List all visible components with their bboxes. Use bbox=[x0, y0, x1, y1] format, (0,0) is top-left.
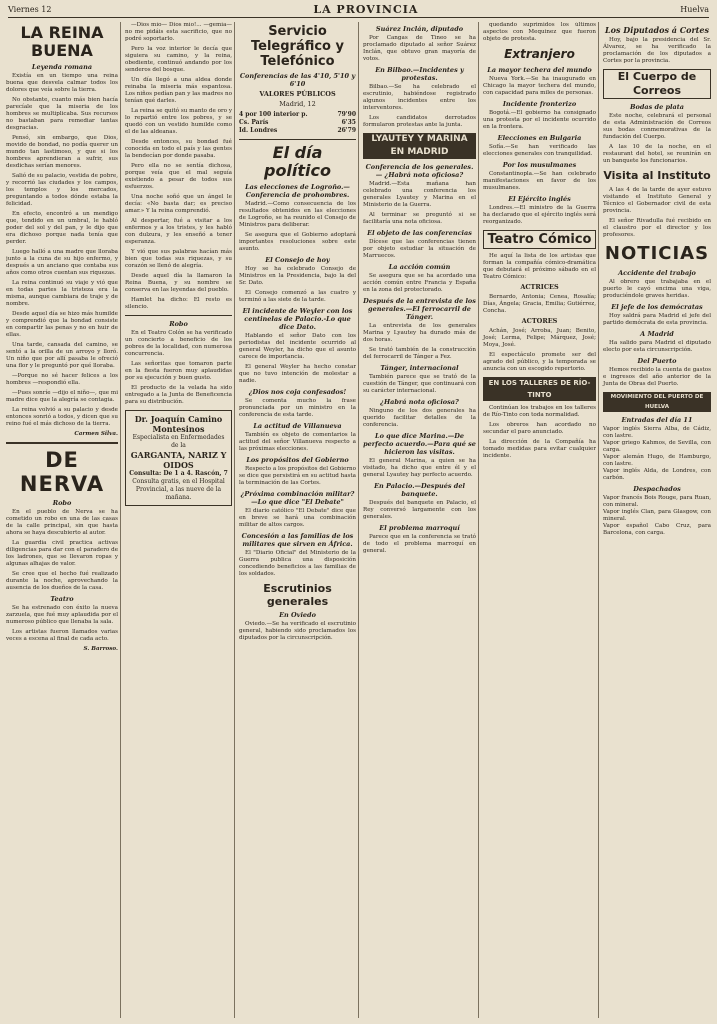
section-title: Teatro Cómico bbox=[483, 230, 596, 249]
article-signature: S. Barroso. bbox=[83, 646, 118, 652]
section-subtitle: Robo bbox=[52, 499, 72, 507]
section-title: Visita al Instituto bbox=[603, 169, 711, 182]
list-item: Vapor español Cabo Cruz, para Barcelona, con carga. bbox=[603, 523, 711, 536]
column-4: Suárez Inclán, diputado Por Cangas de Tineo se ha proclamado diputado al señor Suárez Inclán, que obtuvo gran mayoría de votos. En Bilbao.—Incidentes y protestas. Bilbao.—Se ha celebrado el escrutinio, habiéndose registrado algunos incidentes entre los interventores. Los candidatos derrotados formularon protestas ante la junta. LYAUTEY Y MARINA EN MADRID Conferencia de los generales.— ¿Habrá nota oficiosa? Madrid.—Esta mañana han celebrado una conferencia los generales Lyautey y Marina en el Ministerio de la Guerra. Al terminar se preguntó si se facilitaría una nota oficiosa. El objeto de las conferencias Dícese que las conferencias tienen por objeto estudiar la situación de Marruecos. La acción común Se asegura que se ha acordado una acción común entre Francia y España en la zona del protectorado. Después de la entrevista de los generales.—El ferrocarril de Tánger. La entrevista de los generales Marina y Lyautey ha durado más de dos horas. Se trató también de la construcción del ferrocarril de Tánger a Fez. Tánger, internacional También parece que se trató de la cuestión de Tánger, que continuará con su carácter internacional. ¿Habrá nota oficiosa? Ninguno de los dos generales ha querido facilitar detalles de la conferencia. Lo que dice Marina.—De perfecto acuerdo.—Para qué se hicieron las visitas. El general Marina, a quien se ha visitado, ha dicho que entre él y el general Lyautey hay perfecto acuerdo. En Palacio.—Después del banquete. Después del banquete en Palacio, el Rey conversó largamente con los generales. El problema marroquí Parece que en la conferencia se trató de todo el problema marroquí en general. bbox=[358, 22, 476, 1018]
values-title: VALORES PÚBLICOS bbox=[259, 90, 336, 98]
list-item: Vapor inglés Clan, para Glasgow, con mineral. bbox=[603, 509, 711, 522]
section-title: Extranjero bbox=[504, 47, 575, 61]
port-banner: MOVIMIENTO DEL PUERTO DE HUELVA bbox=[603, 392, 711, 412]
article-body: Existía en un tiempo una reina buena que desvela calmar todos los dolores que veía sobre la tierra. No obstante, cuanto más bien hacía parecíale que la miseria de los hombres se multiplicaba. Sus recursos no bastaban para remediar tantas desgracias. Pensó, sin embargo, que Dios, movido de bondad, no podía querer un mundo tan lastimoso, y que si los hombres aprendieran a sufrir, sus desdichas serían menores. Salió de su palacio, vestida de pobre, y recorrió las ciudades y los campos, los templos y los mercados, preguntando a todos dónde estaba la felicidad. En efecto, encontró a un mendigo que, tendido en un umbral, le habló poder del sol y del pan, y le dijo que era dichoso porque nada tenía que perder. Luego halló a una madre que lloraba junto a la cuna de su hijo enfermo, y después a un anciano que contaba sus años como otros cuentan sus riquezas. La reina continuó su viaje y vió que en todas partes la tristeza era la misma, aunque cambiara de traje y de nombre. Desde aquel día se hizo más humilde y comprendió que la bondad consiste en compartir las penas y no en huir de ellas. Una tarde, cansada del camino, se sentó a la orilla de un arroyo y lloró. Un niño que por allí pasaba le ofreció una flor y le preguntó por qué lloraba. —Porque no sé hacer felices a los hombres —respondió ella. —Pues sonríe —dijo el niño—, que mi madre dice que la alegría se contagia. La reina volvió a su palacio y desde entonces sonrió a todos, y dicen que su reino fué el más dichoso de la tierra. bbox=[6, 73, 118, 427]
values-table bbox=[239, 111, 356, 135]
divider bbox=[125, 315, 232, 316]
ad-specialty: GARGANTA, NARIZ Y OIDOS bbox=[130, 450, 227, 470]
telegraph-title: Servicio Telegráfico y Telefónico bbox=[251, 24, 344, 69]
column-3: Servicio Telegráfico y Telefónico Conferencias de las 4'10, 5'10 y 6'10 VALORES PÚBLICOS Madrid, 12 4 por 100 interior p. 79'90 Cs. París 6'35 Id. Londres 26'79 El día político Las elecciones de Logroño.— Conferencia de prohombres. Madrid.—Como consecuencia de los resultados obtenidos en las elecciones de Logroño, se ha reunido el Consejo de Ministros para deliberar. Se asegura que el Gobierno adoptará importantes resoluciones sobre este asunto. El Consejo de hoy Hoy se ha celebrado Consejo de Ministros en la Presidencia, bajo la del Sr. Dato. El Consejo comenzó a las cuatro y terminó a las siete de la tarde. El incidente de Weyler con los centinelas de Palacio.-Lo que dice Dato. Hablando el señor Dato con los periodistas del incidente ocurrido al general Weyler, ha dicho que el asunto carece de importancia. El general Weyler ha hecho constar que no tuvo intención de molestar a nadie. ¿Dios nos coja confesados! Se comenta mucho la frase pronunciada por un ministro en la conferencia de esta tarde. La actitud de Villanueva También es objeto de comentarios la actitud del señor Villanueva respecto a las próximas elecciones. Los propósitos del Gobierno Respecto a los propósitos del Gobierno se dice que persistirá en su actitud hasta la terminación de las Cortes. ¿Próxima combinación militar?—Lo que dice "El Debate" El diario católico "El Debate" dice que en breve se hará una combinación militar de altos cargos. Concesión a las familias de los militares que sirven en África. El "Diario Oficial" del Ministerio de la Guerra publica una disposición concediendo beneficios a las familias de los soldados. Escrutinios generales En Oviedo Oviedo.—Se ha verificado el escrutinio general, habiendo sido proclamados los diputados por la circunscripción. bbox=[234, 22, 356, 1018]
list-item: Vapor francés Bois Rouge, para Ruan, con mineral. bbox=[603, 495, 711, 508]
divider bbox=[239, 139, 356, 140]
rio-tinto-banner: EN LOS TALLERES DE RÍO-TINTO bbox=[483, 377, 596, 401]
section-title: NOTICIAS bbox=[604, 243, 710, 264]
divider bbox=[6, 442, 118, 444]
section-title: El día político bbox=[263, 143, 332, 180]
ad-subtitle: Especialista en Enfermedades de la bbox=[132, 434, 225, 449]
article-signature: Carmen Silva. bbox=[74, 431, 118, 437]
masthead-title: LA PROVINCIA bbox=[313, 3, 419, 16]
article-subtitle: Leyenda romana bbox=[31, 63, 93, 71]
telegraph-subtitle: Conferencias de las 4'10, 5'10 y 6'10 bbox=[239, 72, 356, 88]
doctor-advertisement bbox=[125, 410, 232, 506]
values-place: Madrid, 12 bbox=[279, 100, 316, 108]
masthead bbox=[8, 2, 709, 18]
ad-hours: Consulta: De 1 a 4. Rascón, 7 bbox=[129, 470, 228, 477]
section-subtitle: Robo bbox=[169, 320, 188, 328]
masthead-date: Viernes 12 bbox=[8, 5, 52, 14]
section-title: DE NERVA bbox=[19, 448, 105, 496]
ad-title: Dr. Joaquín Camino Montesinos bbox=[134, 414, 223, 434]
list-item: Vapor inglés Alda, de Londres, con carbón. bbox=[603, 468, 711, 481]
column-1: LA REINA BUENA Leyenda romana Existía en un tiempo una reina buena que desvela calmar todos los dolores que veía sobre la tierra. No obstante, cuanto más bien hacía parecíale que la miseria de los hombres se multiplicaba. Sus recursos no bastaban para remediar tantas desgracias. Pensó, sin embargo, que Dios, movido de bondad, no podía querer un mundo tan lastimoso, y que si los hombres aprendieran a sufrir, sus desdichas serían menores. Salió de su palacio, vestida de pobre, y recorrió las ciudades y los campos, los templos y los mercados, preguntando a todos dónde estaba la felicidad. En efecto, encontró a un mendigo que, tendido en un umbral, le habló poder del sol y del pan, y le dijo que era dichoso porque nada tenía que perder. Luego halló a una madre que lloraba junto a la cuna de su hijo enfermo, y después a un anciano que contaba sus años como otros cuentan sus riquezas. La reina continuó su viaje y vió que en todas partes la tristeza era la misma, aunque cambiara de traje y de nombre. Desde aquel día se hizo más humilde y comprendió que la bondad consiste en compartir las penas y no en huir de ellas. Una tarde, cansada del camino, se sentó a la orilla de un arroyo y lloró. Un niño que por allí pasaba le ofreció una flor y le preguntó por qué lloraba. —Porque no sé hacer felices a los hombres —respondió ella. —Pues sonríe —dijo el niño—, que mi madre dice que la alegría se contagia. La reina volvió a su palacio y desde entonces sonrió a todos, y dicen que su reino fué el más dichoso de la tierra. Carmen Silva. DE NERVA Robo En el pueblo de Nerva se ha cometido un robo en una de las casas de la calle principal, sin que hasta ahora se haya descubierto al autor. La guardia civil practica activas diligencias para dar con el paradero de los ladrones, que se llevaron ropas y algunas alhajas de valor. Se cree que el hecho fué realizado durante la noche, aprovechando la ausencia de los dueños de la casa. Teatro Se ha estrenado con éxito la nueva zarzuela, que fué muy aplaudida por el numeroso público que llenaba la sala. Los artistas fueron llamados varias veces a escena al final de cada acto. S. Barroso. bbox=[6, 23, 118, 652]
banner-escrutinios: Escrutinios generales bbox=[263, 582, 332, 608]
list-item: Vapor griego Kahmos, de Sevilla, con carga. bbox=[603, 440, 711, 453]
list-item: Vapor inglés Sierra Alba, de Cádiz, con lastre. bbox=[603, 426, 711, 439]
lyautey-marina-banner: LYAUTEY Y MARINA EN MADRID bbox=[363, 133, 476, 159]
column-6: Los Diputados á Cortes Hoy, bajo la presidencia del Sr. Álvarez, se ha verificado la proclamación de los diputados a Cortes por la provincia. El Cuerpo de Correos Bodas de plata Este noche, celebrará el personal de esta Administración de Correos sus bodas conmemorativas de la fundación del Cuerpo. A las 10 de la noche, en el restaurant del hotel, se reunirán en un banquete los funcionarios. Visita al Instituto A las 4 de la tarde de ayer estuvo visitando el Instituto General y Técnico el Gobernador civil de esta provincia. El señor Rivadulla fué recibido en el claustro por el director y los profesores. NOTICIAS Accidente del trabajo Al obrero que trabajaba en el puerto le cayó encima una viga, produciéndole graves heridas. El jefe de los demócratas Hoy saldrá para Madrid el jefe del partido demócrata de esta provincia. A Madrid Ha salido para Madrid el diputado electo por esta circunscripción. Del Puerto Hemos recibido la cuenta de gastos e ingresos del año anterior de la Junta de Obras del Puerto. MOVIMIENTO DEL PUERTO DE HUELVA Entradas del día 11 Vapor inglés Sierra Alba, de Cádiz, con lastre. Vapor griego Kahmos, de Sevilla, con carga. Vapor alemán Hugo, de Hamburgo, con lastre. Vapor inglés Alda, de Londres, con carbón. Despachados Vapor francés Bois Rouge, para Ruan, con mineral. Vapor inglés Clan, para Glasgow, con mineral. Vapor español Cabo Cruz, para Barcelona, con carga. bbox=[598, 22, 711, 1018]
values-row: Cs. París 6'35 bbox=[239, 119, 356, 126]
column-2: —Dios mío— Dios mío!... —gemía— no me pidáis esta sacrificio, que no podré soportarlo. Pero la voz interior le decía que siguiera su camino, y la reina, obediente, continuó andando por los senderos del bosque. Un día llegó a una aldea donde reinaba la miseria más espantosa. Los niños pedían pan y las madres no tenían qué darles. La reina se quitó su manto de oro y lo repartió entre los pobres, y se quedó con un vestido humilde como el de las aldeanas. Desde entonces, su bondad fué conocida en todo el país y las gentes la bendecían por donde pasaba. Pero ella no se sentía dichosa, porque veía que el mal seguía existiendo a pesar de todos sus esfuerzos. Una noche soñó que un ángel le decía: «No basta dar; es preciso amar.» Y la reina comprendió. Al despertar, fué a visitar a los enfermos y a los tristes, y les habló con dulzura, y les enseñó a tener esperanza. Y vió que sus palabras hacían más bien que todas sus riquezas, y su corazón se llenó de alegría. Desde aquel día la llamaron la Reina Buena, y su nombre se conserva en las leyendas del pueblo. Hamlet ha dicho: El resto es silencio. Robo En el Teatro Colón se ha verificado un concierto a beneficio de los pobres de la localidad, con numerosa concurrencia. Las señoritas que tomaron parte en la fiesta fueron muy aplaudidas por su ejecución y buen gusto. El producto de la velada ha sido entregado a la Junta de Beneficencia para su distribución. Dr. Joaquín Camino Montesinos Especialista en Enfermedades de la GARGANTA, NARIZ Y OIDOS Consulta: De 1 a 4. Rascón, 7 Consulta gratis, en el Hospital Provincial, a las nueve de la mañana. bbox=[120, 22, 232, 1018]
masthead-place: Huelva bbox=[680, 5, 709, 14]
section-title: El Cuerpo de Correos bbox=[603, 69, 711, 99]
column-5: quedando suprimidos los últimos aspectos con Mequinez que fueron objeto de protesta. Extranjero La mayor techera del mundo Nueva York.—Se ha inaugurado en Chicago la mayor techera del mundo, con capacidad para miles de personas. Incidente fronterizo Bogotá.—El gobierno ha consignado una protesta por el incidente ocurrido en la frontera. Elecciones en Bulgaria Sofía.—Se han verificado las elecciones generales con tranquilidad. Por los musulmanes Constantinopla.—Se han celebrado manifestaciones en favor de los musulmanes. El Ejército inglés Londres.—El ministro de la Guerra ha declarado que el ejército inglés será reorganizado. Teatro Cómico He aquí la lista de los artistas que forman la compañía cómico-dramática que debutará el próximo sábado en el Teatro Cómico: ACTRICES Bernardo, Antonia; Cenea, Rosalía; Días, Ángela; Gracia, Emilia; Gutiérrez, Concha. ACTORES Achán, José; Arroba, Juan; Benito, José; Lerma, Felipe; Márquez, José; Moya, José. El espectáculo promete ser del agrado del público, y la temporada se anuncia con un escogido repertorio. EN LOS TALLERES DE RÍO-TINTO Continúan los trabajos en los talleres de Río-Tinto con toda normalidad. Los obreros han acordado no secundar el paro anunciado. La dirección de la Compañía ha tomado medidas para evitar cualquier incidente. bbox=[478, 22, 596, 1018]
ad-footer: Consulta gratis, en el Hospital Provincial, a las nueve de la mañana. bbox=[132, 478, 225, 501]
values-row: 4 por 100 interior p. 79'90 bbox=[239, 111, 356, 118]
article-title: LA REINA BUENA bbox=[20, 23, 104, 60]
list-item: Vapor alemán Hugo, de Hamburgo, con lastre. bbox=[603, 454, 711, 467]
section-subtitle: Teatro bbox=[50, 595, 74, 603]
values-row: Id. Londres 26'79 bbox=[239, 127, 356, 134]
